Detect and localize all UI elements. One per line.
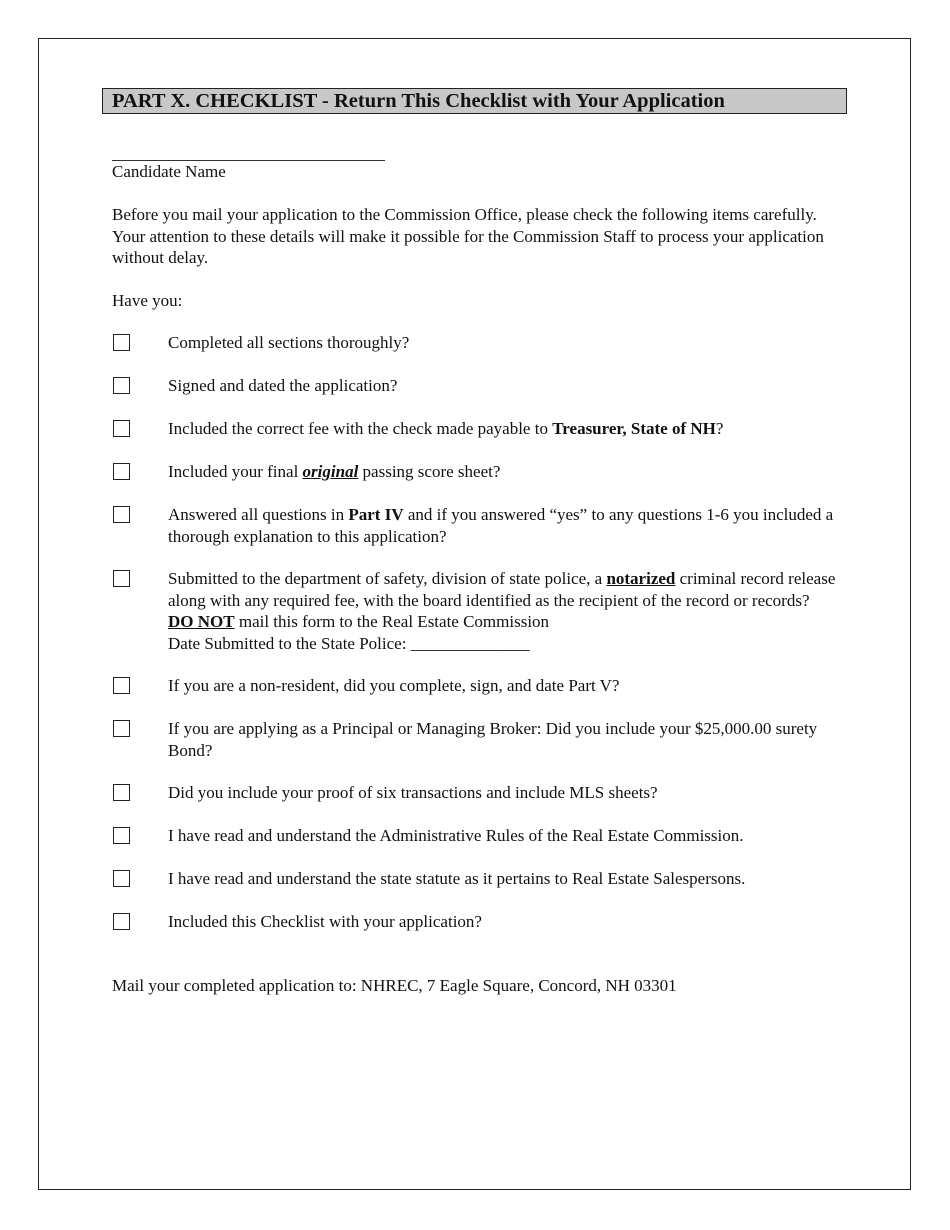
checkbox-administrative-rules[interactable] (113, 827, 130, 844)
emphasis-text: notarized (606, 569, 676, 588)
item-state-statute: I have read and understand the state statute as it pertains to Real Estate Salespersons. (168, 869, 746, 888)
have-you-label: Have you: (112, 291, 183, 310)
emphasis-text: DO NOT (168, 612, 235, 631)
item-non-resident: If you are a non-resident, did you complete, sign, and date Part V? (168, 676, 620, 695)
item-six-transactions: Did you include your proof of six transactions and include MLS sheets? (168, 783, 658, 802)
checkbox-state-statute[interactable] (113, 870, 130, 887)
page-title: PART X. CHECKLIST - Return This Checklist with Your Application (102, 88, 847, 114)
item-surety-bond: If you are applying as a Principal or Managing Broker: Did you include your $25,000.00 surety Bond? (168, 719, 818, 760)
item-text: Included your final (168, 462, 303, 481)
checkbox-surety-bond[interactable] (113, 720, 130, 737)
checkbox-signed-dated[interactable] (113, 377, 130, 394)
item-part-iv (168, 504, 838, 547)
emphasis-text: Part IV (348, 505, 404, 524)
item-text: mail this form to the Real Estate Commission (234, 612, 550, 631)
checkbox-completed-sections[interactable] (113, 334, 130, 351)
mailing-address: Mail your completed application to: NHREC, 7 Eagle Square, Concord, NH 03301 (112, 976, 677, 995)
date-submitted-field[interactable]: Date Submitted to the State Police: ______________ (168, 633, 530, 653)
item-signed-dated: Signed and dated the application? (168, 376, 398, 395)
item-text: Included the correct fee with the check made payable to (168, 419, 553, 438)
checkbox-score-sheet[interactable] (113, 463, 130, 480)
item-text: passing score sheet? (358, 462, 501, 481)
item-completed-sections: Completed all sections thoroughly? (168, 333, 410, 352)
emphasis-text: Treasurer, State of NH (552, 419, 716, 438)
checkbox-criminal-record[interactable] (113, 570, 130, 587)
item-score-sheet (168, 461, 838, 483)
checkbox-included-checklist[interactable] (113, 913, 130, 930)
candidate-name-label: Candidate Name (112, 162, 226, 181)
item-text: criminal record release along with any required fee, with the board identified as the recipient of the record or records? (168, 569, 836, 610)
item-text: Submitted to the department of safety, division of state police, a (168, 569, 607, 588)
item-text: Answered all questions in (168, 505, 349, 524)
item-criminal-record (168, 568, 838, 654)
checkbox-six-transactions[interactable] (113, 784, 130, 801)
checkbox-correct-fee[interactable] (113, 420, 130, 437)
checkbox-part-iv[interactable] (113, 506, 130, 523)
item-included-checklist: Included this Checklist with your application? (168, 912, 482, 931)
checkbox-non-resident[interactable] (113, 677, 130, 694)
item-correct-fee (168, 418, 838, 440)
item-text: ? (715, 419, 724, 438)
intro-paragraph: Before you mail your application to the Commission Office, please check the following items carefully. Your attention to these details will make it possible for the Commission Staff to process your application without delay. (112, 205, 824, 267)
emphasis-text: original (302, 462, 359, 481)
item-administrative-rules: I have read and understand the Administrative Rules of the Real Estate Commission. (168, 826, 744, 845)
item-text: and if you answered “yes” to any questions 1-6 you included a thorough explanation to this application? (168, 505, 834, 546)
